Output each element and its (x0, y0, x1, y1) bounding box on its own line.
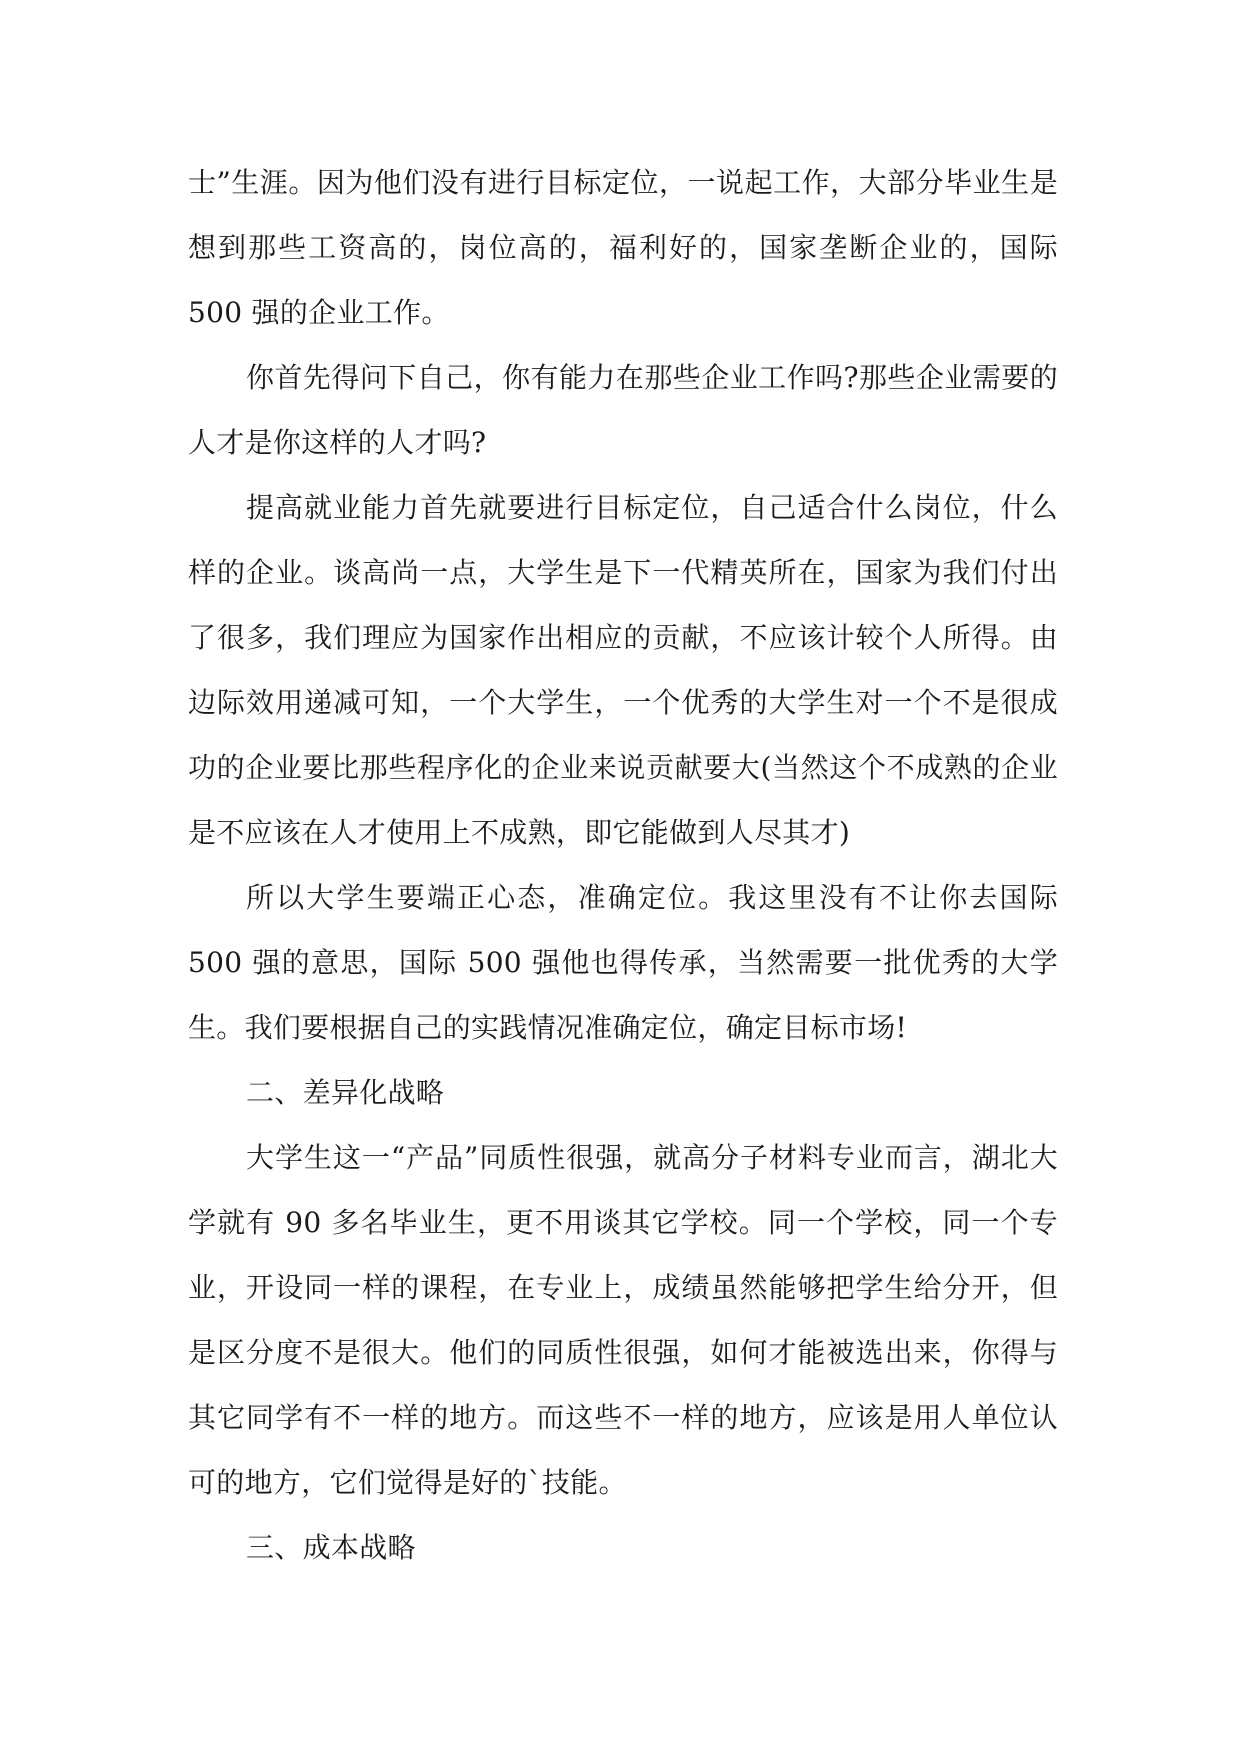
body-text (188, 150, 1058, 1580)
paragraph: 所以大学生要端正心态，准确定位。我这里没有不让你去国际 500 强的意思，国际 500 强他也得传承，当然需要一批优秀的大学生。我们要根据自己的实践情况准确定位，确定目标市场! (188, 881, 1058, 1044)
paragraph: 提高就业能力首先就要进行目标定位，自己适合什么岗位，什么样的企业。谈高尚一点，大学生是下一代精英所在，国家为我们付出了很多，我们理应为国家作出相应的贡献，不应该计较个人所得。由边际效用递减可知，一个大学生，一个优秀的大学生对一个不是很成功的企业要比那些程序化的企业来说贡献要大(当然这个不成熟的企业是不应该在人才使用上不成熟，即它能做到人尽其才) (188, 491, 1058, 849)
section-heading: 二、差异化战略 (246, 1076, 445, 1109)
section-heading: 三、成本战略 (246, 1531, 416, 1564)
paragraph-continued: 士”生涯。因为他们没有进行目标定位，一说起工作，大部分毕业生是想到那些工资高的，岗位高的，福利好的，国家垄断企业的，国际 500 强的企业工作。 (188, 166, 1058, 329)
paragraph: 你首先得问下自己，你有能力在那些企业工作吗?那些企业需要的人才是你这样的人才吗? (188, 361, 1058, 459)
paragraph: 大学生这一“产品”同质性很强，就高分子材料专业而言，湖北大学就有 90 多名毕业生，更不用谈其它学校。同一个学校，同一个专业，开设同一样的课程，在专业上，成绩虽然能够把学生给分开，但是区分度不是很大。他们的同质性很强，如何才能被选出来，你得与其它同学有不一样的地方。而这些不一样的地方，应该是用人单位认可的地方，它们觉得是好的`技能。 (188, 1141, 1058, 1499)
